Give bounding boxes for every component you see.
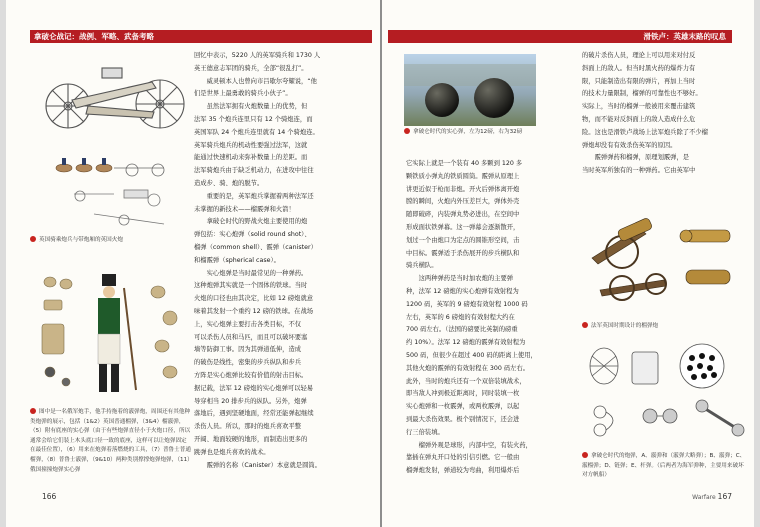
body-line: 和榴霰弹（spherical case）。 bbox=[194, 256, 280, 264]
body-line: 它实际上就是一个装有 40 多颗到 120 多 bbox=[406, 160, 523, 167]
body-line: 据记载，法军 12 磅炮的实心炮弹可以轻易 bbox=[194, 384, 314, 392]
body-line: 随即破碎，内装弹丸势必进出，在空间中 bbox=[406, 211, 520, 219]
body-line: 这两种弹药是当时加农炮的主要弹 bbox=[418, 275, 514, 283]
body-line: 霰弹弹药和榴弹，原理划霰弹，是 bbox=[594, 154, 690, 162]
body-line: 火炮的口径也由其决定，比如 12 磅炮就意 bbox=[194, 295, 314, 303]
caption-ammunition: 拿破仑时代的炮弹，A、霰弹和（霰弹大略弹）；B、霰弹；C、霰榴弹；D、链弹；E、杆弹。（后两者为海军弹种，主要用来破坏对方帆船） bbox=[582, 453, 746, 479]
body-line: 讲更近似于枪而非炮。开火后弹体离开炮 bbox=[406, 185, 520, 193]
body-line: 上，实心炮弹主要打击各类目标，不仅 bbox=[194, 320, 302, 328]
right-body-text-top bbox=[582, 50, 746, 178]
caption-bullet-icon bbox=[404, 128, 410, 134]
body-line: 骑兵横队。 bbox=[406, 262, 438, 270]
body-line: 导穿相当 20 排步兵的纵队。另外，炮弹 bbox=[194, 397, 307, 405]
right-header-title: 滑铁卢：英雄末路的叹息 bbox=[643, 32, 726, 41]
body-line: 当时英军所独有的一种弹药。它由英军中 bbox=[582, 167, 696, 175]
body-line: 拿破仑时代的野战火炮主要使用的炮 bbox=[206, 218, 308, 226]
body-line: 弹炮却没有有效杀伤英军的原因。 bbox=[582, 141, 677, 149]
body-line: 左右，英军的 6 磅炮的有效射程大约在 bbox=[406, 313, 515, 321]
cannonball-photo bbox=[404, 54, 536, 126]
right-body-text-main bbox=[406, 158, 578, 478]
body-line: 约 10%）。法军 12 磅炮的霰弹有效射程为 bbox=[406, 339, 526, 347]
body-line: 其他火炮的霰弹的有效射程在 300 码左右。 bbox=[406, 364, 530, 372]
body-line: 虽然法军拥有火炮数量上的优势，但 bbox=[206, 103, 308, 111]
body-line: 颗铁质小弹丸的铁质圆筒。霰弹从原理上 bbox=[406, 172, 520, 180]
body-line: 膛的瞬间，火炮内外压差巨大，弹体外壳 bbox=[406, 198, 520, 206]
caption-russian-gunner: 图中是一名俄军炮手，他手持拖着的霰弹炮，周围还有其他种类炮弹的展示，包括（1&2）英国普通榴弹，（3&4）榴霰弹，（5）附有底座的实心弹（由于有些炮弹直径小于火炮口径，所以通常会给它们装上木头底口径一致的底座，这样可以让炮弹固定在最佳位置），（6）用来在炮弹着落燃烧的工具，（7）普鲁士普通榴弹，（8）普鲁士霰弹，（9&10）两种类别撑撑炮弹炮弹，（11）俄国撞撞炮弹实心弹 bbox=[30, 409, 191, 473]
right-page-number: Warfare 167 bbox=[692, 492, 732, 501]
caption-cannonballs: 拿破仑时代的实心弹，左为12磅，右为32磅 bbox=[404, 128, 554, 138]
caption-bullet-icon bbox=[30, 236, 36, 242]
body-line: 700 码左右。（法国的磅要比英制的磅重 bbox=[406, 326, 518, 334]
body-line: 英国军队 24 个炮兵连里就有 14 个骑炮连。 bbox=[194, 128, 319, 136]
body-line: 霰弹的名称（Canister）本意就是圆筒。 bbox=[206, 461, 321, 469]
body-line: 靠插在弹丸开口处的引信引燃。它一般由 bbox=[406, 454, 520, 462]
body-line: 味着其发射一个重约 12 磅的铁球。在战场 bbox=[194, 307, 314, 315]
body-line: 划过一个由炮口为定点的圆锥形空间，击 bbox=[406, 236, 520, 244]
body-line: 1200 码，英军的 9 磅炮有效射程 1000 码 bbox=[406, 300, 528, 308]
body-line: 的破片杀伤人员，理论上可以用来对付反 bbox=[582, 52, 696, 59]
left-header-title: 拿破仑战记：战例、军略、武备考略 bbox=[34, 32, 154, 41]
body-line: 这种炮弹其实就是一个固体的铁球。当时 bbox=[194, 282, 308, 290]
body-line: 英军骑兵炮兵的机动性要强过法军，这就 bbox=[194, 141, 308, 149]
russian-gunner-illustration bbox=[36, 268, 186, 403]
body-line: 的技术力量限制，榴弹的可靠性也不够好。 bbox=[582, 90, 702, 98]
body-line: 榴弹外观是球形，内部中空，有装火药， bbox=[418, 441, 532, 449]
body-line: 到最大杀伤效果。极个别情况下，还会进 bbox=[406, 415, 520, 423]
caption-horse-artillery: 英国骑乘炮兵与带炮厢的英国火炮 bbox=[30, 236, 190, 246]
body-line: 物，而不能对反斜面上的敌人造成什么危 bbox=[582, 115, 696, 123]
body-line: 实际上，当时的榴弹一般被用来覆击建筑 bbox=[582, 103, 696, 111]
body-line: 方阵是实心炮弹比较有价值的射击目标。 bbox=[194, 371, 308, 379]
body-line: 落地后，遇到坚硬地面，经常还能弹起继续 bbox=[194, 410, 314, 418]
body-line: 威灵顿本人也曾向市吕歇尔夸耀说，“他 bbox=[206, 77, 317, 85]
body-line: 英王德意志军团的骑兵，全部“很乱打”。 bbox=[194, 64, 308, 72]
body-line: 杀伤人员。所以，那时的炮兵喜欢平整 bbox=[194, 423, 302, 431]
left-page bbox=[6, 0, 380, 527]
body-line: 法军骑炮兵由于缺乏机动力，在进攻中往往 bbox=[194, 167, 314, 175]
body-line: 此外，当时的炮兵还有一个双倍装填战术， bbox=[406, 377, 526, 385]
body-line: 即当敌人冲到极近距离时，同时装填一枚 bbox=[406, 390, 520, 398]
horse-artillery-illustration bbox=[54, 150, 184, 236]
ammunition-types-illustration bbox=[586, 338, 746, 442]
cannon-illustration bbox=[42, 56, 192, 146]
body-line: 实心炮弹是当时最常见的一种弹药。 bbox=[206, 269, 308, 277]
body-line: 险。这也是滑铁卢战场上法军炮兵除了不少榴 bbox=[582, 128, 708, 136]
body-line: 榴弹炮发射，弹道较为弯曲，利用爆炸后 bbox=[406, 467, 520, 475]
body-line: 形成面状铁弹幕。这一弹幕会逐渐散开， bbox=[406, 223, 520, 231]
body-line: 的破伤是线性，密集的步兵纵队和步兵 bbox=[194, 359, 302, 367]
body-line: 种，法军 12 磅炮的实心炮弹有效射程为 bbox=[406, 287, 519, 295]
body-line: 500 码，但很少在超过 400 码的距离上使用， bbox=[406, 351, 537, 359]
body-line: 回忆中表示，5220 人的英军骑兵和 1730 人 bbox=[194, 52, 321, 59]
howitzer-illustration bbox=[582, 206, 746, 316]
body-line: 造成步、骑、炮的脱节。 bbox=[194, 179, 264, 187]
left-body-text bbox=[194, 50, 372, 472]
body-line: 实心炮弹和一枚霰弹，或两枚霰弹，以起 bbox=[406, 403, 520, 411]
body-line: 法军 35 个炮兵连里只有 12 个骑炮连，而 bbox=[194, 115, 313, 123]
caption-bullet-icon bbox=[30, 408, 36, 414]
right-page bbox=[382, 0, 754, 527]
body-line: 们是世界上最勇敢的骑兵小伙子”。 bbox=[194, 90, 292, 98]
caption-bullet-icon bbox=[582, 322, 588, 328]
body-line: 跳弹也是炮兵喜欢的战术。 bbox=[194, 448, 270, 456]
body-line: 弹包括：实心炮弹（solid round shot）、 bbox=[194, 231, 311, 239]
body-line: 限，只能制造出有限的弹片，再加上当时 bbox=[582, 77, 696, 85]
caption-bullet-icon bbox=[582, 452, 588, 458]
body-line: 能通过快速机动来弥补数量上的差距。而 bbox=[194, 154, 308, 162]
body-line: 墙等防御工事。因为其弹道低伸，造成 bbox=[194, 346, 302, 354]
body-line: 未掌握的新技术——榴霰弹和火箭！ bbox=[194, 205, 295, 213]
body-line: 行三倍装填。 bbox=[406, 428, 444, 436]
body-line: 斜面上的敌人。但当时黑火药的爆炸力有 bbox=[582, 64, 696, 72]
body-line: 可以杀伤人员和马匹，而且可以破坏要塞 bbox=[194, 333, 308, 341]
caption-howitzers: 法军英国时期设计的榴弹炮 bbox=[582, 322, 742, 332]
body-line: 中目标。霰弹适于杀伤展开的步兵横队和 bbox=[406, 249, 520, 257]
left-running-header bbox=[30, 30, 372, 43]
left-page-number: 166 bbox=[42, 492, 57, 501]
right-running-header bbox=[388, 30, 732, 43]
body-line: 重要的是，英军炮兵掌握着两种法军还 bbox=[206, 192, 314, 200]
body-line: 开阔、地面较硬的地形，而制造出更多的 bbox=[194, 435, 308, 443]
body-line: 榴弹（common shell）、霰弹（canister） bbox=[194, 243, 317, 251]
